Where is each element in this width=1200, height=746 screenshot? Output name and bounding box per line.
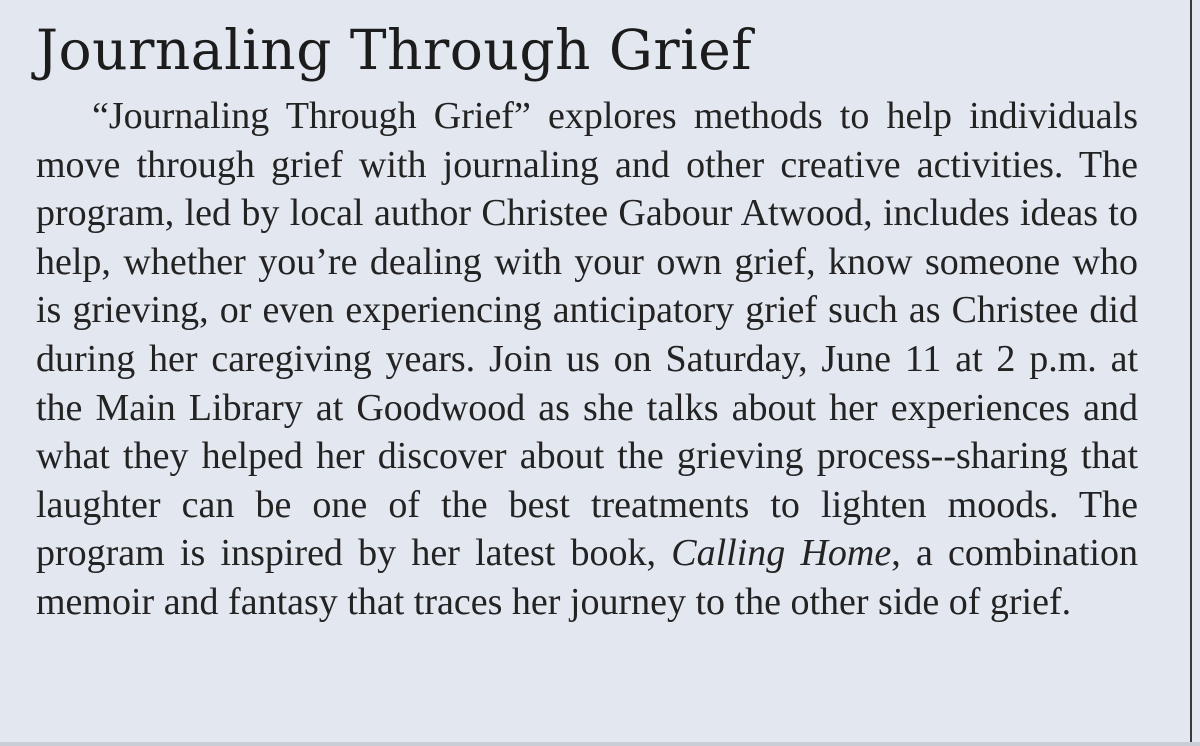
article-body [36, 92, 1138, 627]
article-title: Journaling Through Grief [36, 18, 753, 82]
body-text-ending: , a combination memoir and fantasy that traces her journey to the other side of grief. [36, 532, 1138, 623]
body-text-intro: “Journaling Through Grief” explores methods to help individuals move through grief with journaling and other creative activities. The program, led by local author Christee Gabour Atwood, includes ideas to help, whether you’re dealing with your own grief, know someone who is grieving, or even experiencing anticipatory grief such as Christee did during her caregiving years. Join us on Saturday, June 11 at 2 p.m. at the Main Library at Goodwood as she talks about her experiences and what they helped her discover about the grieving process--sharing that laughter can be one of the best treatments to lighten moods. The program is inspired by her latest book, [36, 95, 1138, 575]
right-border-line [1190, 0, 1192, 746]
article [36, 8, 1138, 627]
bottom-border-line [0, 742, 1200, 746]
book-title: Calling Home [671, 532, 892, 575]
